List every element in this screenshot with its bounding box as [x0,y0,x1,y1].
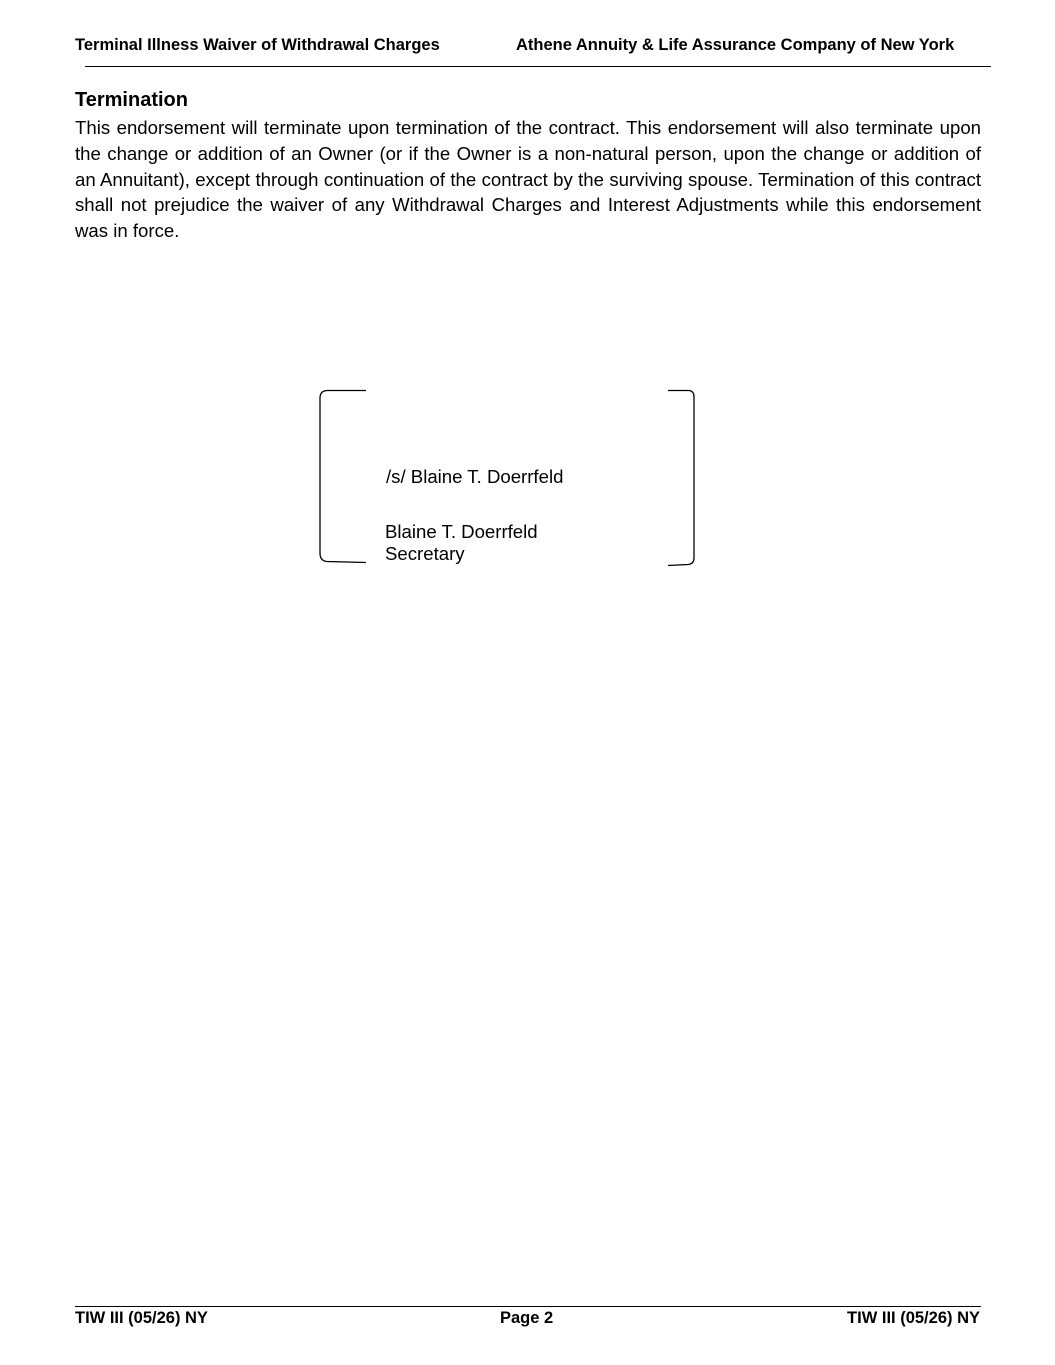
footer-page-number: Page 2 [500,1309,554,1327]
signature-right-bracket [666,389,698,569]
signature-line: /s/ Blaine T. Doerrfeld [386,466,564,487]
header-company-name: Athene Annuity & Life Assurance Company of New York [516,36,955,54]
footer-form-number-right: TIW III (05/26) NY [847,1309,980,1327]
header-divider [85,66,991,67]
signature-left-bracket [317,389,369,567]
signatory-name: Blaine T. Doerrfeld [385,521,538,542]
section-heading: Termination [75,89,188,111]
footer-divider [75,1306,981,1307]
header-document-title: Terminal Illness Waiver of Withdrawal Charges [75,36,440,54]
footer-form-number-left: TIW III (05/26) NY [75,1309,208,1327]
signatory-title: Secretary [385,543,465,564]
section-body: This endorsement will terminate upon termination of the contract. This endorsement will also terminate upon the change or addition of an Owner (or if the Owner is a non-natural person, upon the change or addition of an Annuitant), except through continuation of the contract by the surviving spouse. Termination of this contract shall not prejudice the waiver of any Withdrawal Charges and Interest Adjustments while this endorsement was in force. [75,117,981,242]
